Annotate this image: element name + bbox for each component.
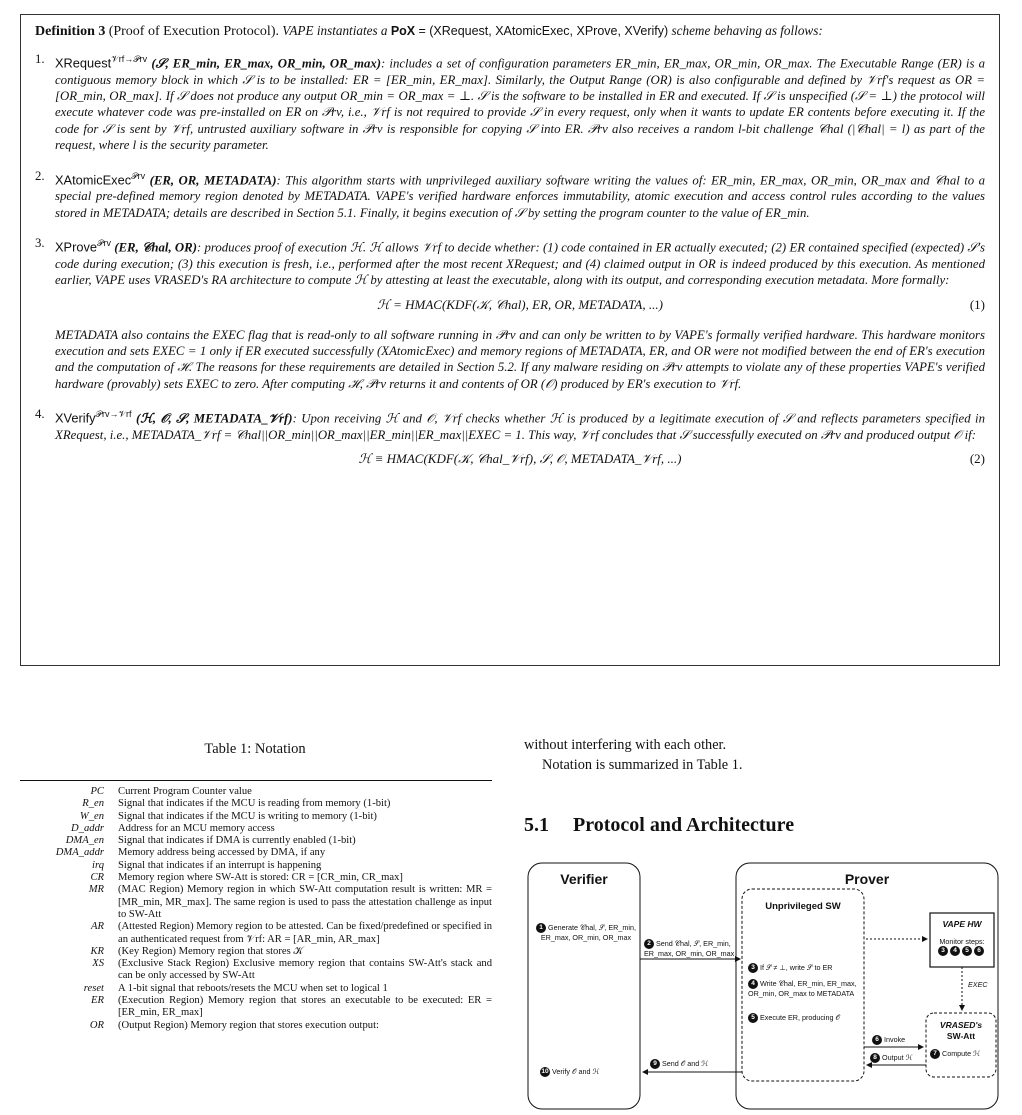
- item-number: 2.: [35, 168, 45, 183]
- table-description: Signal that indicates if an interrupt is happening: [118, 859, 322, 871]
- step-6-text: Invoke: [884, 1035, 906, 1044]
- table-symbol: ER: [91, 995, 104, 1007]
- table-description: (MAC Region) Memory region in which SW-Att computation result is written: MR = [MR_min, MR_max]. The same region is used to pass the attestation challenge as input to SW-Att: [118, 884, 492, 920]
- table-symbol: KR: [90, 945, 104, 957]
- item-args: (𝒮, ER_min, ER_max, OR_min, OR_max): [151, 56, 382, 71]
- table-symbol: W_en: [79, 810, 104, 822]
- item-sup: 𝒫rv→𝒱rf: [95, 409, 132, 420]
- item-number: 3.: [35, 236, 45, 251]
- table-row: [20, 1020, 492, 1032]
- step-3-text: If 𝒮 ≠ ⊥, write 𝒮 to ER: [760, 963, 833, 972]
- table-symbol: reset: [83, 982, 104, 994]
- equation-1: [55, 297, 985, 315]
- step-4: 4 Write 𝒞hal, ER_min, ER_max, OR_min, OR_max to METADATA: [748, 979, 857, 999]
- table-description: (Key Region) Memory region that stores 𝒦: [118, 945, 304, 957]
- step-7: 7 Compute ℋ: [930, 1049, 996, 1059]
- pox-term: PoX: [390, 24, 416, 38]
- prover-title: Prover: [844, 871, 890, 887]
- table-row: [20, 958, 492, 983]
- section-title: Protocol and Architecture: [573, 814, 795, 836]
- step-5: 5 Execute ER, producing 𝒪: [748, 1013, 862, 1023]
- section-number: 5.1: [524, 814, 549, 836]
- step-6: 6 Invoke: [872, 1035, 905, 1045]
- step-4-text: Write 𝒞hal, ER_min, ER_max, OR_min, OR_max to METADATA: [748, 979, 857, 999]
- definition-intro-a: VAPE instantiates a: [282, 23, 388, 38]
- step-10: 10 Verify 𝒪 and ℋ: [541, 1067, 600, 1076]
- step-8: 8 Output ℋ: [870, 1053, 913, 1063]
- definition-label: Definition 3: [35, 24, 106, 39]
- step-9: 9 Send 𝒪 and ℋ: [650, 1059, 708, 1069]
- definition-intro-c: scheme behaving as follows:: [671, 23, 823, 38]
- table-row: [20, 823, 492, 835]
- step-1: 1 Generate 𝒞hal, 𝒮, ER_min, ER_max, OR_min, OR_max: [534, 923, 638, 942]
- item-args: (ER, 𝒞hal, OR): [114, 240, 197, 255]
- item-xverify: [35, 406, 985, 469]
- table-description: Current Program Counter value: [118, 786, 252, 797]
- exec-label: EXEC: [968, 980, 988, 989]
- item-xrequest: [35, 51, 985, 154]
- table-caption: Table 1: Notation: [204, 741, 306, 757]
- table-symbol: XS: [92, 958, 104, 970]
- verifier-title: Verifier: [560, 871, 608, 887]
- table-symbol: irq: [92, 859, 104, 871]
- item-args: (ER, OR, METADATA): [149, 172, 277, 187]
- table-top-rule: [20, 780, 492, 781]
- table-symbol: R_en: [82, 798, 104, 810]
- item-args: (ℋ, 𝒪, 𝒮, METADATA_𝒱rf): [135, 411, 293, 426]
- table-symbol: PC: [90, 786, 104, 797]
- table-row: [20, 811, 492, 823]
- unpriv-title: Unprivileged SW: [765, 901, 841, 912]
- equation-1-number: (1): [969, 296, 985, 312]
- step-9-text: Send 𝒪 and ℋ: [662, 1059, 709, 1068]
- notation-table: [20, 786, 492, 1032]
- item-text: : This algorithm starts with unprivileged auxiliary software writing the values of: ER_min, ER_max, OR_min, OR_max and 𝒞hal to a special pre-defined memory region denoted by METADATA. VAPE's verified hardware enforces immutability, atomic execution and access control rules according to the values stored in METADATA; details are described in Section 5.1. Finally, it begins execution of 𝒮 by setting the program counter to the value of ER_min.: [55, 172, 986, 220]
- item-number: 1.: [35, 52, 45, 66]
- table-description: Signal that indicates if the MCU is reading from memory (1-bit): [118, 798, 391, 810]
- item-sup: 𝒫rv: [96, 238, 111, 249]
- step-3: 3 If 𝒮 ≠ ⊥, write 𝒮 to ER: [748, 963, 862, 973]
- table-symbol: DMA_addr: [55, 847, 104, 859]
- table-description: (Output Region) Memory region that stores execution output:: [118, 1019, 379, 1031]
- table-description: (Exclusive Stack Region) Exclusive memory region that contains SW-Att's stack and can be only accessed by SW-Att: [118, 958, 492, 982]
- table-symbol: D_addr: [71, 822, 104, 834]
- body-text: [524, 735, 1004, 775]
- body-line-2: Notation is summarized in Table 1.: [542, 757, 743, 773]
- item-sup: 𝒫rv: [131, 170, 146, 181]
- table-row: [20, 786, 492, 798]
- table-symbol: CR: [90, 872, 104, 884]
- item-xprove: [35, 235, 985, 314]
- vrased-label: VRASED's: [939, 1020, 983, 1030]
- item-text: : produces proof of execution ℋ. ℋ allows 𝒱rf to decide whether: (1) code contained in ER actually executed; (2) ER contained specified (expected) 𝒮's code during execution; (3) this execution is fresh, i.e., performed after the most recent XRequest; and (4) claimed output in OR is indeed produced by this execution. As mentioned earlier, VAPE uses VRASED's RA architecture to compute ℋ by attesting at least the executable, along with its output, and corresponding execution metadata. More formally:: [55, 240, 985, 288]
- table-description: Signal that indicates if the MCU is writing to memory (1-bit): [118, 810, 377, 822]
- vape-hw-title: [930, 919, 994, 929]
- item-head: XProve: [55, 239, 97, 255]
- item-text: : includes a set of configuration parameters ER_min, ER_max, OR_min, OR_max. The Executable Range (ER) is a contiguous memory block in which 𝒮 is to be installed: ER = [ER_min, ER_max]. Similarly, the Output Range (OR) is also configurable and defined by 𝒱rf's request as OR = [OR_min, OR_max]. If 𝒮 does not produce any output OR_min = OR_max = ⊥. 𝒮 is the software to be installed in ER and executed. If 𝒮 is unspecified (𝒮 = ⊥) the protocol will execute whatever code was pre-installed on ER on 𝒫rv, i.e., 𝒱rf is not required to provide 𝒮 in every request, only when it wants to update ER contents before executing it. If the code for 𝒮 is sent by 𝒱rf, untrusted auxiliary software in 𝒫rv is responsible for copying 𝒮 into ER. 𝒫rv also receives a random l-bit challenge 𝒞hal (|𝒞hal| = l) as part of the request, where l is the security parameter.: [55, 56, 985, 153]
- table-description: Address for an MCU memory access: [118, 822, 275, 834]
- vape-hw-label: VAPE HW: [942, 919, 982, 929]
- swatt-title: SW-Att: [946, 1031, 976, 1041]
- table-row: [20, 872, 492, 884]
- table-symbol: AR: [91, 921, 104, 933]
- item-sup: 𝒱rf→𝒫rv: [111, 54, 148, 64]
- equation-2-body: ℋ ≡ HMAC(KDF(𝒦, 𝒞hal_𝒱rf), 𝒮, 𝒪, METADATA_𝒱rf, ...): [358, 451, 682, 467]
- equation-1-body: ℋ = HMAC(KDF(𝒦, 𝒞hal), ER, OR, METADATA, ...): [377, 296, 663, 312]
- equation-2-number: (2): [969, 451, 985, 467]
- definition-header: [35, 22, 985, 40]
- table-row: [20, 983, 492, 995]
- table-description: (Attested Region) Memory region to be attested. Can be fixed/predefined or specified in an authenticated request from 𝒱rf: AR = [AR_min, AR_max]: [118, 921, 492, 945]
- table-description: Memory region where SW-Att is stored: CR = [CR_min, CR_max]: [118, 872, 403, 884]
- item-xatomicexec: [35, 168, 985, 221]
- table-description: Signal that indicates if DMA is currently enabled (1-bit): [118, 835, 356, 847]
- monitor-bullets: 3 4 5 6: [930, 946, 994, 956]
- item-number: 4.: [35, 407, 45, 422]
- vrased-title: [926, 1020, 996, 1030]
- definition-box: [20, 14, 1000, 666]
- section-heading: [524, 814, 794, 837]
- step-2-text: Send 𝒞hal, 𝒮, ER_min, ER_max, OR_min, OR_max: [644, 939, 735, 959]
- table-symbol: DMA_en: [65, 835, 104, 847]
- metadata-paragraph: METADATA also contains the EXEC flag that is read-only to all software running in 𝒫rv and can only be written to by VAPE's formally verified hardware. This hardware monitors execution and sets EXEC = 1 only if ER executed successfully (XAtomicExec) and memory regions of METADATA, ER, and OR were not modified between the end of ER's execution and the computation of ℋ. The reasons for these requirements are detailed in Section 5.2. If any malware residing on 𝒫rv attempts to violate any of these properties VAPE's verified hardware (provably) sets EXEC to zero. After computing ℋ, 𝒫rv returns it and contents of OR (𝒪) produced by ER's execution to 𝒱rf.: [55, 327, 985, 391]
- definition-items: [35, 51, 985, 315]
- step-10-text: Verify 𝒪 and ℋ: [552, 1067, 600, 1076]
- item-head: XAtomicExec: [55, 171, 132, 187]
- item-head: XVerify: [55, 410, 96, 426]
- monitor-label: Monitor steps:: [939, 937, 985, 946]
- table-description: (Execution Region) Memory region that stores an executable to be executed: ER = [ER_min, ER_max]: [118, 995, 492, 1019]
- step-1-text: Generate 𝒞hal, 𝒮, ER_min, ER_max, OR_min, OR_max: [540, 923, 636, 943]
- table-symbol: MR: [88, 884, 104, 896]
- definition-intro-b: = (XRequest, XAtomicExec, XProve, XVerify): [418, 24, 669, 38]
- table-row: [20, 798, 492, 810]
- table-row: [20, 860, 492, 872]
- step-5-text: Execute ER, producing 𝒪: [760, 1013, 841, 1022]
- architecture-figure: [526, 853, 1004, 1115]
- step-8-text: Output ℋ: [882, 1053, 913, 1062]
- table-row: [20, 884, 492, 921]
- table-row: [20, 995, 492, 1020]
- table-row: [20, 847, 492, 859]
- step-7-text: Compute ℋ: [942, 1049, 981, 1058]
- monitor-steps: [930, 937, 994, 956]
- body-line-1: without interfering with each other.: [524, 737, 727, 753]
- table-row: [20, 835, 492, 847]
- definition-name: (Proof of Execution Protocol).: [108, 24, 279, 39]
- table-row: [20, 946, 492, 958]
- table-description: A 1-bit signal that reboots/resets the MCU when set to logical 1: [118, 982, 388, 994]
- definition-items-cont: [35, 406, 985, 469]
- item-head: XRequest: [55, 55, 112, 71]
- equation-2: [55, 451, 985, 469]
- step-2: 2 Send 𝒞hal, 𝒮, ER_min, ER_max, OR_min, OR_max: [644, 939, 735, 959]
- table-symbol: OR: [89, 1019, 104, 1031]
- table-row: [20, 921, 492, 946]
- item-text: : Upon receiving ℋ and 𝒪, 𝒱rf checks whether ℋ is produced by a legitimate execution of 𝒮 and reflects parameters specified in XRequest, i.e., METADATA_𝒱rf = 𝒞hal||OR_min||OR_max||ER_min||ER_max||EXEC = 1. This way, 𝒱rf concludes that 𝒮 successfully executed on 𝒫rv and produced output 𝒪 if:: [55, 411, 986, 442]
- table-description: Memory address being accessed by DMA, if any: [118, 847, 326, 859]
